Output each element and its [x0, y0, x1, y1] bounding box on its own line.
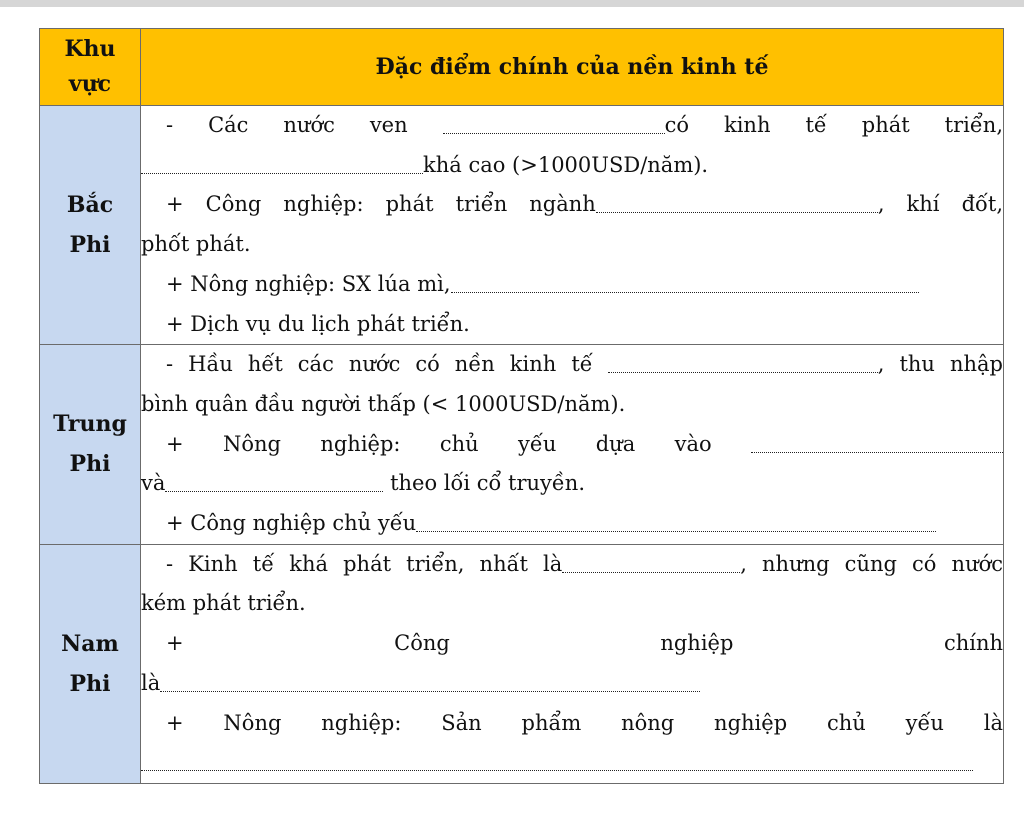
text-line [141, 106, 1003, 146]
text-fragment: có kinh tế phát triển, [664, 113, 1003, 137]
region-cell [40, 345, 141, 545]
text-fragment: , thu nhập [877, 352, 1003, 377]
text-line [141, 185, 1003, 225]
text-fragment: + Nông nghiệp: chủ yếu dựa vào [166, 431, 751, 456]
text-fragment: là [141, 670, 161, 695]
text-line [141, 345, 1003, 385]
fill-blank[interactable] [562, 550, 740, 573]
header-region [40, 29, 141, 106]
text-fragment: phốt phát. [141, 232, 251, 257]
header-features [141, 29, 1004, 106]
text-fragment: - Các nước ven [166, 113, 443, 137]
table-row [40, 345, 1004, 545]
text-fragment: theo lối cổ truyền. [383, 471, 586, 496]
fill-blank[interactable] [608, 350, 878, 373]
text-line [141, 545, 1003, 585]
text-fragment: và [141, 471, 166, 496]
region-cell [40, 106, 141, 345]
africa-economy-table [39, 28, 1004, 784]
fill-blank[interactable] [451, 270, 919, 293]
fill-blank[interactable] [751, 430, 1003, 453]
text-line [141, 385, 1003, 425]
features-cell [141, 544, 1004, 783]
text-fragment: kém phát triển. [141, 591, 306, 616]
text-fragment: + Công nghiệp chính [166, 631, 1003, 656]
region-label: Nam Phi [61, 630, 119, 697]
header-region-label: Khu vực [64, 36, 116, 97]
table-row [40, 106, 1004, 345]
region-label: Trung Phi [53, 411, 127, 478]
text-line [141, 743, 1003, 783]
features-cell [141, 106, 1004, 345]
header-features-label: Đặc điểm chính của nền kinh tế [375, 53, 769, 80]
text-line [141, 265, 1003, 305]
text-line [141, 225, 1003, 265]
text-fragment: , nhưng cũng có nước [740, 551, 1003, 576]
region-label: Bắc Phi [66, 192, 114, 259]
text-line [141, 584, 1003, 624]
table-row [40, 544, 1004, 783]
text-line [141, 504, 1003, 544]
text-fragment: , khí đốt, [877, 192, 1003, 217]
text-fragment: + Nông nghiệp: SX lúa mì, [166, 271, 451, 296]
region-cell [40, 544, 141, 783]
text-fragment: + Công nghiệp chủ yếu [166, 511, 417, 536]
fill-blank[interactable] [443, 111, 665, 134]
fill-blank[interactable] [165, 469, 383, 492]
fill-blank[interactable] [596, 190, 878, 213]
text-fragment: khá cao (>1000USD/năm). [423, 152, 709, 177]
text-line [141, 624, 1003, 664]
text-line [141, 664, 1003, 704]
fill-blank[interactable] [141, 151, 423, 174]
fill-blank[interactable] [160, 669, 700, 692]
features-cell [141, 345, 1004, 545]
header-row [40, 29, 1004, 106]
text-line [141, 146, 1003, 186]
text-fragment: + Công nghiệp: phát triển ngành [166, 192, 596, 217]
text-fragment: + Nông nghiệp: Sản phẩm nông nghiệp chủ yếu là [166, 710, 1003, 735]
text-line [141, 305, 1003, 345]
text-fragment: - Kinh tế khá phát triển, nhất là [166, 551, 563, 576]
top-band [0, 0, 1024, 7]
fill-blank[interactable] [141, 748, 973, 771]
text-fragment: bình quân đầu người thấp (< 1000USD/năm). [141, 391, 626, 416]
text-line [141, 704, 1003, 744]
text-line [141, 425, 1003, 465]
fill-blank[interactable] [416, 509, 936, 532]
text-line [141, 464, 1003, 504]
text-fragment: - Hầu hết các nước có nền kinh tế [166, 352, 608, 377]
text-fragment: + Dịch vụ du lịch phát triển. [166, 311, 470, 336]
